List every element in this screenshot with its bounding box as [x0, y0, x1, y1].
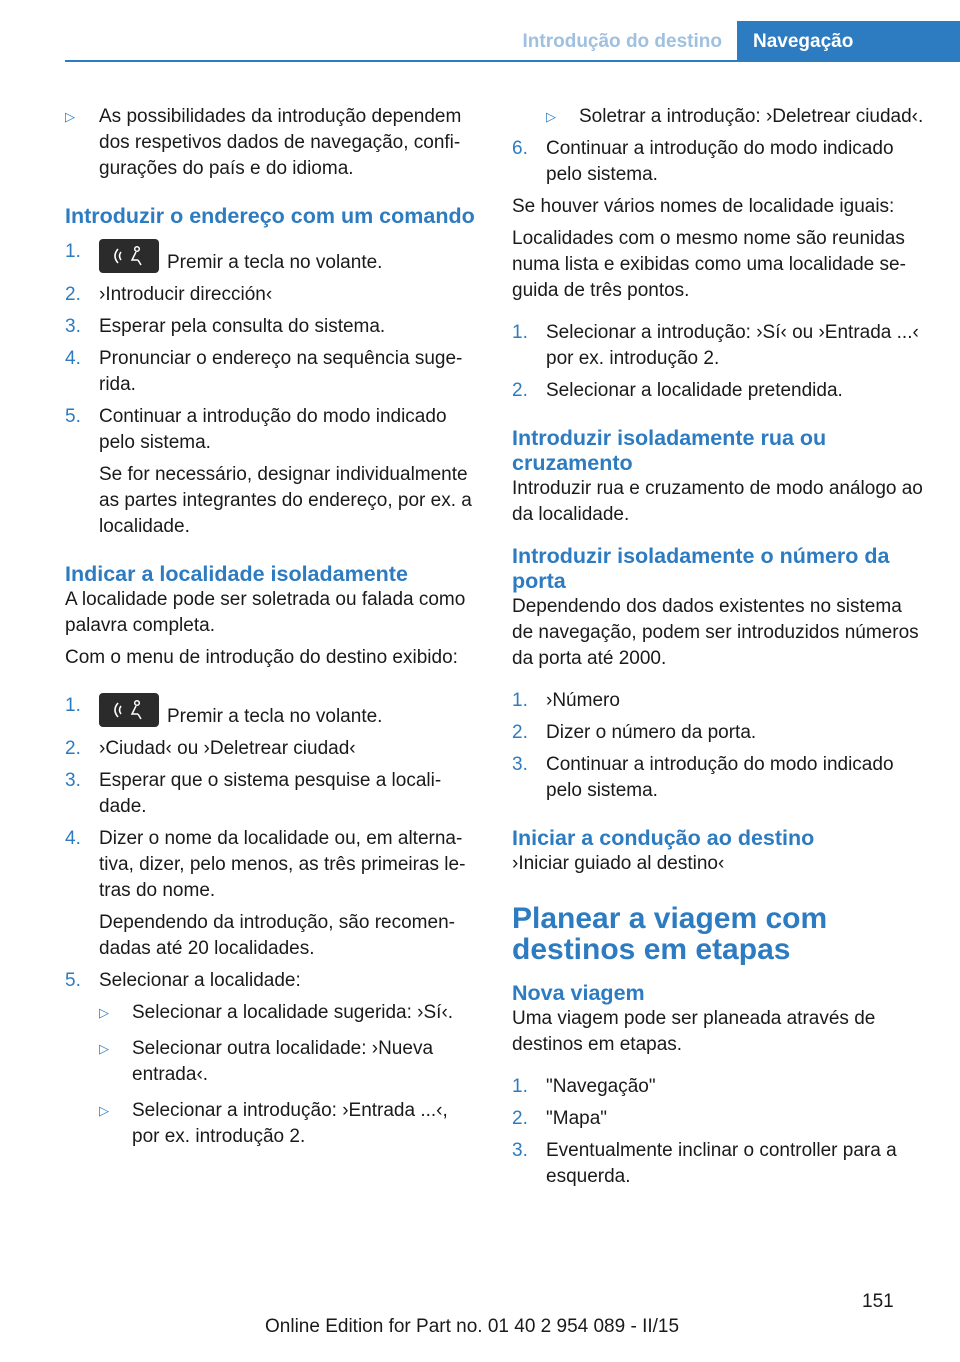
heading-house-number: Introduzir isoladamente o número da porta	[512, 544, 890, 593]
heading-plan-trip: Planear a viagem com destinos em etapas	[512, 902, 828, 966]
loc-step-5: 5. Selecionar a localidade:	[65, 970, 301, 991]
loc-step-4: 4. Dizer o nome da localidade ou, em alternativa, dizer, pelo menos, as três primeiras letras do nome.	[65, 828, 466, 901]
loc-step-2: 2. ›Ciudad‹ ou ›Deletrear ciudad‹	[65, 738, 356, 759]
loc-sub-2: ▷ Selecionar outra localidade: ›Nueva entrada‹.	[99, 1036, 480, 1088]
loc-step-1: 1. Premir a tecla no volante.	[65, 695, 383, 727]
cmd-step-1: 1. Premir a tecla no volante.	[65, 241, 383, 273]
loc-step-4-note: Dependendo da introdução, são recomendadas até 20 localidades.	[99, 912, 455, 959]
same-step-1: 1. Selecionar a introdução: ›Sí‹ ou ›Entrada ...‹ por ex. introdução 2.	[512, 322, 919, 369]
locality-paragraph-1: A localidade pode ser soletrada ou falada como palavra completa.	[65, 589, 466, 636]
cmd-step-3: 3. Esperar pela consulta do sistema.	[65, 316, 386, 337]
start-paragraph: ›Iniciar guiado al destino‹	[512, 853, 725, 874]
voice-command-icon	[99, 693, 159, 727]
triangle-bullet-icon: ▷	[99, 1103, 109, 1118]
heading-locality: Indicar a localidade isoladamente	[65, 562, 408, 586]
number-paragraph: Dependendo dos dados existentes no sistema de navegação, podem ser introduzidos números da porta até 2000.	[512, 596, 919, 669]
heading-street: Introduzir isoladamente rua ou cruzamento	[512, 426, 827, 475]
loc-sub-1: ▷ Selecionar a localidade sugerida: ›Sí‹.	[99, 1000, 480, 1026]
heading-command: Introduzir o endereço com um comando	[65, 204, 475, 228]
loc-step-3: 3. Esperar que o sistema pesquise a localidade.	[65, 770, 442, 817]
cmd-step-5: 5. Continuar a introdução do modo indicado pelo sistema.	[65, 406, 447, 453]
trip-step-2: 2. "Mapa"	[512, 1108, 608, 1129]
triangle-bullet-icon: ▷	[99, 1041, 109, 1056]
step-6: 6. Continuar a introdução do modo indicado pelo sistema.	[512, 138, 894, 185]
street-paragraph: Introduzir rua e cruzamento de modo análogo ao da localidade.	[512, 478, 923, 525]
number-step-2: 2. Dizer o número da porta.	[512, 722, 757, 743]
triangle-bullet-icon: ▷	[546, 109, 556, 124]
cmd-step-4: 4. Pronunciar o endereço na sequência sugerida.	[65, 348, 463, 395]
spell-sub-bullet: ▷ Soletrar a introdução: ›Deletrear ciudad‹.	[546, 104, 926, 130]
number-step-3: 3. Continuar a introdução do modo indicado pelo sistema.	[512, 754, 894, 801]
right-column	[512, 104, 926, 1196]
loc-sub-3: ▷ Selecionar a introdução: ›Entrada ...‹, por ex. introdução 2.	[99, 1098, 480, 1150]
same-paragraph-2: Localidades com o mesmo nome são reunidas numa lista e exibidas como uma localidade seguida de três pontos.	[512, 228, 906, 301]
trip-step-3: 3. Eventualmente inclinar o controller para a esquerda.	[512, 1140, 897, 1187]
header-chapter-tab: Navegação	[737, 21, 960, 62]
header-rule	[65, 60, 960, 62]
number-step-1: 1. ›Número	[512, 690, 620, 711]
trip-paragraph: Uma viagem pode ser planeada através de destinos em etapas.	[512, 1008, 876, 1055]
heading-new-trip: Nova viagem	[512, 981, 645, 1005]
same-paragraph-1: Se houver vários nomes de localidade iguais:	[512, 196, 895, 217]
voice-command-icon	[99, 239, 159, 273]
cmd-step-2: 2. ›Introducir dirección‹	[65, 284, 273, 305]
footer-edition: Online Edition for Part no. 01 40 2 954 089 - II/15	[265, 1316, 680, 1337]
triangle-bullet-icon: ▷	[99, 1005, 109, 1020]
header-section-title: Introdução do destino	[522, 31, 722, 52]
heading-start-guidance: Iniciar a condução ao destino	[512, 826, 815, 850]
same-step-2: 2. Selecionar a localidade pretendida.	[512, 380, 843, 401]
cmd-step-5-note: Se for necessário, designar individualmente as partes integrantes do endereço, por ex. a localidade.	[99, 464, 472, 537]
page-number: 151	[862, 1291, 894, 1312]
trip-step-1: 1. "Navegação"	[512, 1076, 656, 1097]
intro-bullet: ▷ As possibilidades da introdução dependem dos respetivos dados de navegação, configurações do país e do idioma.	[65, 104, 480, 182]
triangle-bullet-icon: ▷	[65, 109, 75, 124]
left-column	[65, 104, 480, 1156]
locality-paragraph-2: Com o menu de introdução do destino exibido:	[65, 647, 458, 668]
